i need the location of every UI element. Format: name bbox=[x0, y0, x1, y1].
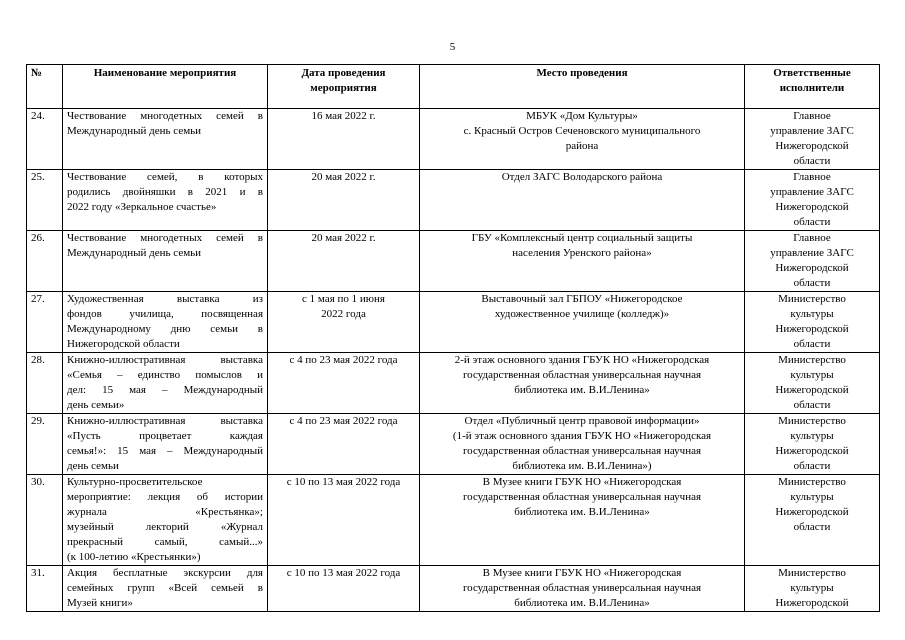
row-number: 24. bbox=[27, 109, 63, 170]
responsible-line: Министерство bbox=[778, 293, 846, 305]
responsible-line: области bbox=[793, 338, 831, 350]
header-responsible-line: исполнители bbox=[779, 82, 845, 94]
event-place-line: 2-й этаж основного здания ГБУК НО «Нижегородская bbox=[454, 354, 710, 366]
event-place-line: МБУК «Дом Культуры» bbox=[526, 110, 638, 122]
event-place-line: Отдел ЗАГС Володарского района bbox=[501, 171, 663, 183]
responsible-line: управление ЗАГС bbox=[770, 125, 854, 137]
event-name-line: 2022 году «Зеркальное счастье» bbox=[67, 201, 217, 213]
event-place-line: с. Красный Остров Сеченовского муниципального bbox=[463, 125, 701, 137]
table-row bbox=[27, 353, 880, 414]
responsible-cell bbox=[745, 566, 880, 612]
row-number: 28. bbox=[27, 353, 63, 414]
event-place-line: ГБУ «Комплексный центр социальный защиты bbox=[471, 232, 693, 244]
header-date-line: Дата проведения bbox=[301, 67, 386, 79]
event-date-line: с 10 по 13 мая 2022 года bbox=[286, 567, 401, 579]
responsible-line: области bbox=[793, 399, 831, 411]
responsible-cell bbox=[745, 414, 880, 475]
responsible-line: культуры bbox=[790, 582, 834, 594]
event-name-line: музейный лекторий «Журнал bbox=[67, 521, 263, 533]
event-name-line: Нижегородской области bbox=[67, 338, 180, 350]
event-name-cell bbox=[63, 353, 268, 414]
event-name-line: родились двойняшки в 2021 и в bbox=[67, 186, 263, 198]
responsible-cell bbox=[745, 170, 880, 231]
event-place-line: государственная областная универсальная научная bbox=[462, 582, 702, 594]
event-name-cell bbox=[63, 475, 268, 566]
event-name-line: Международному дню семьи в bbox=[67, 323, 263, 335]
event-name-line: журнала «Крестьянка»; bbox=[67, 506, 263, 518]
event-name-line: Акция бесплатные экскурсии для bbox=[67, 567, 263, 579]
event-name-line: Чествование семей, в которых bbox=[67, 171, 263, 183]
event-name-line: мероприятие: лекция об истории bbox=[67, 491, 263, 503]
responsible-line: Главное bbox=[793, 110, 831, 122]
responsible-cell bbox=[745, 292, 880, 353]
header-responsible-line: Ответственные bbox=[773, 67, 851, 79]
responsible-line: Главное bbox=[793, 232, 831, 244]
event-name-line: Международный день семьи bbox=[67, 247, 202, 259]
responsible-line: культуры bbox=[790, 430, 834, 442]
event-place-cell bbox=[420, 292, 745, 353]
header-event-name: Наименование мероприятия bbox=[63, 65, 268, 109]
table-row bbox=[27, 292, 880, 353]
responsible-line: Нижегородской bbox=[775, 445, 849, 457]
event-date-cell bbox=[268, 414, 420, 475]
event-name-cell bbox=[63, 170, 268, 231]
responsible-cell bbox=[745, 109, 880, 170]
event-date-line: 20 мая 2022 г. bbox=[311, 171, 376, 183]
header-number: № bbox=[27, 65, 63, 109]
event-name-line: семья!»: 15 мая – Международный bbox=[67, 445, 263, 457]
event-name-line: день семьи» bbox=[67, 399, 125, 411]
event-name-cell bbox=[63, 566, 268, 612]
row-number: 30. bbox=[27, 475, 63, 566]
responsible-line: культуры bbox=[790, 491, 834, 503]
row-number: 26. bbox=[27, 231, 63, 292]
event-place-line: художественное училище (колледж)» bbox=[494, 308, 670, 320]
event-place-cell bbox=[420, 414, 745, 475]
event-date-cell bbox=[268, 231, 420, 292]
header-date-line: мероприятия bbox=[310, 82, 377, 94]
event-date-line: 20 мая 2022 г. bbox=[311, 232, 376, 244]
event-name-line: Книжно-иллюстративная выставка bbox=[67, 354, 263, 366]
event-date-line: с 1 мая по 1 июня bbox=[302, 293, 385, 305]
table-row bbox=[27, 170, 880, 231]
event-place-line: государственная областная универсальная научная bbox=[462, 445, 702, 457]
event-name-line: день семьи bbox=[67, 460, 119, 472]
event-date-line: 2022 года bbox=[321, 308, 366, 320]
responsible-line: области bbox=[793, 277, 831, 289]
event-place-line: библиотека им. В.И.Ленина» bbox=[514, 384, 650, 396]
event-place-line: (1-й этаж основного здания ГБУК НО «Нижегородская bbox=[452, 430, 712, 442]
event-date-line: с 4 по 23 мая 2022 года bbox=[289, 415, 398, 427]
responsible-line: Главное bbox=[793, 171, 831, 183]
responsible-line: культуры bbox=[790, 369, 834, 381]
event-date-cell bbox=[268, 475, 420, 566]
event-place-line: государственная областная универсальная научная bbox=[462, 369, 702, 381]
event-place-line: В Музее книги ГБУК НО «Нижегородская bbox=[482, 567, 682, 579]
responsible-line: Нижегородской bbox=[775, 384, 849, 396]
event-place-cell bbox=[420, 231, 745, 292]
responsible-line: области bbox=[793, 216, 831, 228]
event-name-cell bbox=[63, 292, 268, 353]
event-date-cell bbox=[268, 292, 420, 353]
event-name-line: (к 100-летию «Крестьянки») bbox=[67, 551, 201, 563]
responsible-line: Нижегородской bbox=[775, 323, 849, 335]
row-number: 27. bbox=[27, 292, 63, 353]
row-number: 31. bbox=[27, 566, 63, 612]
event-name-line: Чествование многодетных семей в bbox=[67, 110, 263, 122]
table-row bbox=[27, 109, 880, 170]
event-date-cell bbox=[268, 566, 420, 612]
event-name-line: фондов училища, посвященная bbox=[67, 308, 263, 320]
table-header-row bbox=[27, 65, 880, 109]
event-date-line: с 4 по 23 мая 2022 года bbox=[289, 354, 398, 366]
event-place-line: библиотека им. В.И.Ленина» bbox=[514, 506, 650, 518]
event-place-line: В Музее книги ГБУК НО «Нижегородская bbox=[482, 476, 682, 488]
event-date-line: 16 мая 2022 г. bbox=[311, 110, 376, 122]
event-place-line: библиотека им. В.И.Ленина») bbox=[512, 460, 652, 472]
event-place-line: библиотека им. В.И.Ленина» bbox=[514, 597, 650, 609]
event-place-cell bbox=[420, 475, 745, 566]
row-number: 25. bbox=[27, 170, 63, 231]
event-place-cell bbox=[420, 566, 745, 612]
page-number: 5 bbox=[449, 41, 456, 53]
event-name-line: Международный день семьи bbox=[67, 125, 202, 137]
event-date-line: с 10 по 13 мая 2022 года bbox=[286, 476, 401, 488]
event-place-line: Выставочный зал ГБПОУ «Нижегородское bbox=[481, 293, 683, 305]
event-name-line: Культурно-просветительское bbox=[67, 476, 203, 488]
header-place: Место проведения bbox=[420, 65, 745, 109]
event-name-line: прекрасный самый, самый...» bbox=[67, 536, 263, 548]
responsible-line: Нижегородской bbox=[775, 597, 849, 609]
table-row bbox=[27, 414, 880, 475]
event-name-line: Музей книги» bbox=[67, 597, 133, 609]
responsible-line: культуры bbox=[790, 308, 834, 320]
responsible-line: управление ЗАГС bbox=[770, 247, 854, 259]
event-place-line: государственная областная универсальная научная bbox=[462, 491, 702, 503]
responsible-line: Нижегородской bbox=[775, 506, 849, 518]
responsible-line: Министерство bbox=[778, 354, 846, 366]
responsible-line: Нижегородской bbox=[775, 140, 849, 152]
responsible-line: области bbox=[793, 155, 831, 167]
row-number: 29. bbox=[27, 414, 63, 475]
event-name-line: «Пусть процветает каждая bbox=[67, 430, 263, 442]
event-place-line: района bbox=[565, 140, 599, 152]
responsible-line: области bbox=[793, 460, 831, 472]
event-name-line: семейных групп «Всей семьей в bbox=[67, 582, 263, 594]
event-name-line: Чествование многодетных семей в bbox=[67, 232, 263, 244]
event-date-cell bbox=[268, 170, 420, 231]
event-name-line: «Семья – единство помыслов и bbox=[67, 369, 263, 381]
header-responsible bbox=[745, 65, 880, 109]
event-place-cell bbox=[420, 109, 745, 170]
responsible-line: области bbox=[793, 521, 831, 533]
responsible-cell bbox=[745, 475, 880, 566]
responsible-line: Министерство bbox=[778, 567, 846, 579]
responsible-line: Министерство bbox=[778, 476, 846, 488]
event-name-cell bbox=[63, 414, 268, 475]
responsible-line: Министерство bbox=[778, 415, 846, 427]
table-row bbox=[27, 231, 880, 292]
events-table bbox=[26, 64, 880, 612]
event-place-line: населения Уренского района» bbox=[512, 247, 652, 259]
responsible-line: Нижегородской bbox=[775, 262, 849, 274]
responsible-cell bbox=[745, 231, 880, 292]
event-place-cell bbox=[420, 353, 745, 414]
event-name-cell bbox=[63, 231, 268, 292]
responsible-line: Нижегородской bbox=[775, 201, 849, 213]
event-name-cell bbox=[63, 109, 268, 170]
event-name-line: Книжно-иллюстративная выставка bbox=[67, 415, 263, 427]
event-name-line: Художественная выставка из bbox=[67, 293, 263, 305]
table-row bbox=[27, 475, 880, 566]
event-place-line: Отдел «Публичный центр правовой информации» bbox=[464, 415, 700, 427]
event-name-line: дел: 15 мая – Международный bbox=[67, 384, 263, 396]
event-place-cell bbox=[420, 170, 745, 231]
responsible-cell bbox=[745, 353, 880, 414]
header-date bbox=[268, 65, 420, 109]
event-date-cell bbox=[268, 109, 420, 170]
event-date-cell bbox=[268, 353, 420, 414]
table-row bbox=[27, 566, 880, 612]
responsible-line: управление ЗАГС bbox=[770, 186, 854, 198]
